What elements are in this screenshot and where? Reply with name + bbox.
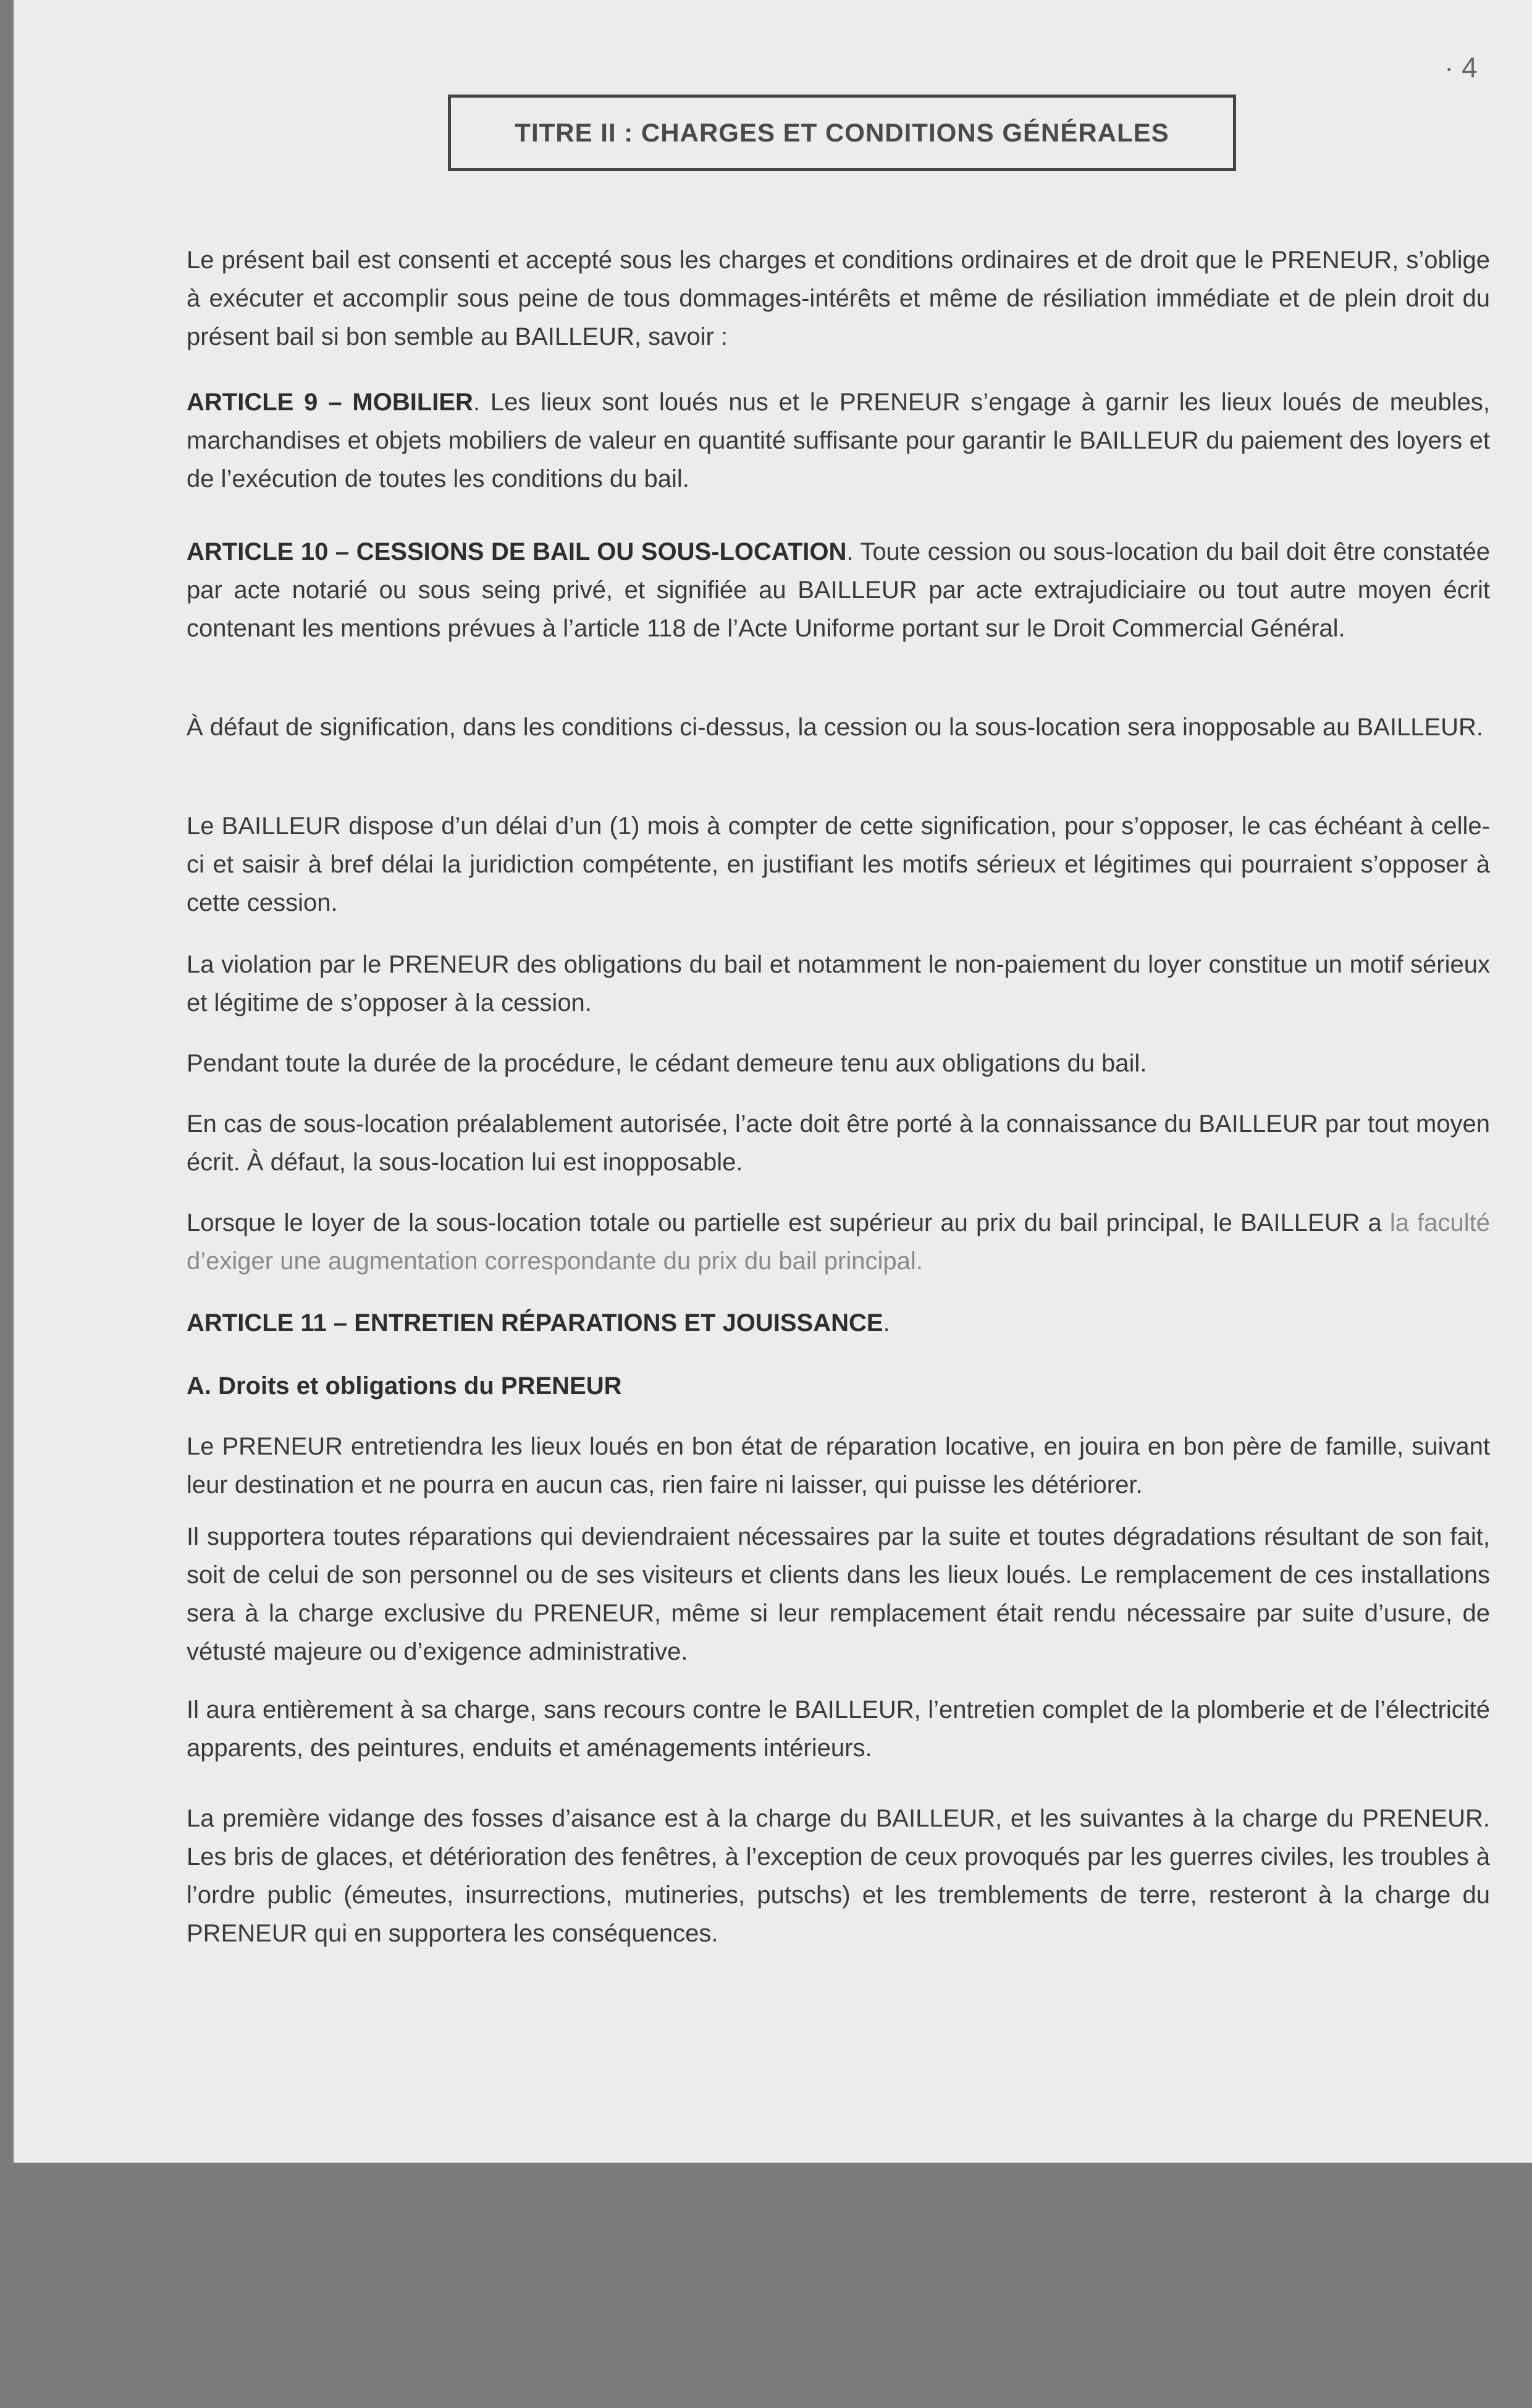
article-10-text: . Toute cession ou sous-location du bail doit être constatée par acte notarié ou sous seing privé, et signifiée au BAILLEUR par acte extrajudiciaire ou tout autre moyen écrit contenant les mentions prévues à l’article 118 de l’Acte Uniforme portant sur le Droit Commercial Général. [187,538,1490,642]
article-11-heading-line [187,1304,1490,1342]
article-9-heading: ARTICLE 9 – MOBILIER [187,389,473,416]
article-11-subheading: A. Droits et obligations du PRENEUR [187,1372,622,1400]
article-10-paragraph-7 [187,1204,1490,1280]
article-11-paragraph-1: Le PRENEUR entretiendra les lieux loués en bon état de réparation locative, en jouira en bon père de famille, suivant leur destination et ne pourra en aucun cas, rien faire ni laisser, qui puisse les détériorer. [187,1433,1490,1498]
article-10-paragraph-3: Le BAILLEUR dispose d’un délai d’un (1) mois à compter de cette signification, pour s’opposer, le cas échéant à celle-ci et saisir à bref délai la juridiction compétente, en justifiant les motifs sérieux et légitimes qui pourraient s’opposer à cette cession. [187,813,1490,916]
article-11-heading: ARTICLE 11 – ENTRETIEN RÉPARATIONS ET JOUISSANCE [187,1309,883,1337]
article-9-paragraph [187,383,1490,498]
article-11-paragraph-4: La première vidange des fosses d’aisance est à la charge du BAILLEUR, et les suivantes à la charge du PRENEUR. Les bris de glaces, et détérioration des fenêtres, à l’exception de ceux provoqués par les guerres civiles, les troubles à l’ordre public (émeutes, insurrections, mutineries, putschs) et les tremblements de terre, resteront à la charge du PRENEUR qui en supportera les conséquences. [187,1805,1490,1947]
article-11-heading-end: . [883,1309,890,1337]
article-9-text: . Les lieux sont loués nus et le PRENEUR s’engage à garnir les lieux loués de meubles, marchandises et objets mobiliers de valeur en quantité suffisante pour garantir le BAILLEUR du paiement des loyers et de l’exécution de toutes les conditions du bail. [187,389,1490,492]
article-10-heading: ARTICLE 10 – CESSIONS DE BAIL OU SOUS-LOCATION [187,538,847,565]
document-page [14,0,1532,2163]
page-title: TITRE II : CHARGES ET CONDITIONS GÉNÉRALES [515,118,1169,147]
page-number: · 4 [1444,51,1478,83]
article-11-paragraph-3: Il aura entièrement à sa charge, sans recours contre le BAILLEUR, l’entretien complet de la plomberie et de l’électricité apparents, des peintures, enduits et aménagements intérieurs. [187,1696,1490,1762]
title-box [448,95,1236,171]
article-11-paragraph-2: Il supportera toutes réparations qui deviendraient nécessaires par la suite et toutes dégradations résultant de son fait, soit de celui de son personnel ou de ses visiteurs et clients dans les lieux loués. Le remplacement de ces installations sera à la charge exclusive du PRENEUR, même si leur remplacement était rendu nécessaire par suite d’usure, de vétusté majeure ou d’exigence administrative. [187,1523,1490,1665]
article-10-paragraph-5: Pendant toute la durée de la procédure, le cédant demeure tenu aux obligations du bail. [187,1050,1147,1077]
article-10-paragraph-6: En cas de sous-location préalablement autorisée, l’acte doit être porté à la connaissance du BAILLEUR par tout moyen écrit. À défaut, la sous-location lui est inopposable. [187,1110,1490,1176]
article-10-paragraph-7-line-2: la faculté d’exiger une augmentation correspondante du prix du bail principal. [187,1209,1490,1275]
article-10-paragraph [187,533,1490,648]
article-10-paragraph-7-line-1: Lorsque le loyer de la sous-location totale ou partielle est supérieur au prix du bail principal, le BAILLEUR a [187,1209,1382,1236]
intro-paragraph: Le présent bail est consenti et accepté sous les charges et conditions ordinaires et de droit que le PRENEUR, s’oblige à exécuter et accomplir sous peine de tous dommages-intérêts et même de résiliation immédiate et de plein droit du présent bail si bon semble au BAILLEUR, savoir : [187,247,1490,350]
article-10-paragraph-4: La violation par le PRENEUR des obligations du bail et notamment le non-paiement du loyer constitue un motif sérieux et légitime de s’opposer à la cession. [187,951,1490,1016]
article-10-paragraph-2: À défaut de signification, dans les conditions ci-dessus, la cession ou la sous-location sera inopposable au BAILLEUR. [187,714,1484,741]
